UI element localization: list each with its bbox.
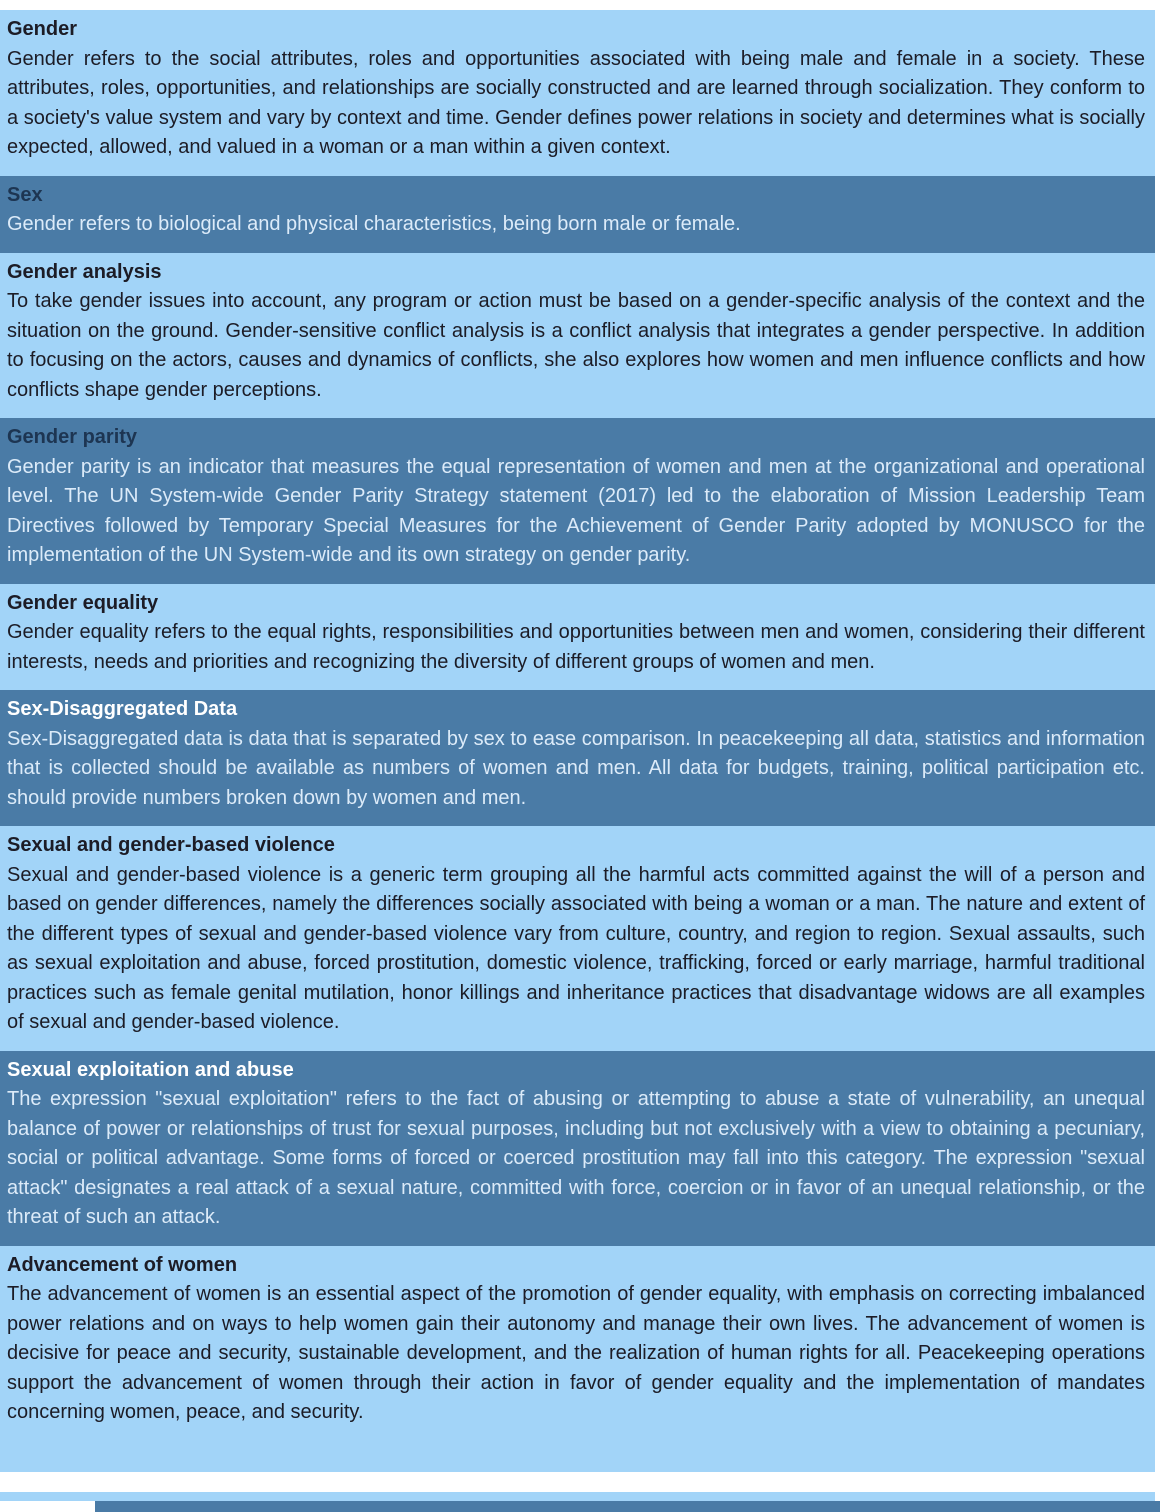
- section-title-gender: Gender: [7, 18, 78, 40]
- section-title-sea: Sexual exploitation and abuse: [7, 1058, 294, 1081]
- section-body-sgbv: Sexual and gender-based violence is a generic term grouping all the harmful acts committed against the will of a person and based on gender differences, namely the differences socially associated with being a woman or a man. The nature and extent of the different types of sexual and gender-based violence vary from culture, country, and region to region. Sexual assaults, such as sexual exploitation and abuse, forced prostitution, domestic violence, trafficking, forced or early marriage, harmful traditional practices such as female genital mutilation, honor killings and inheritance practices that disadvantage widows are all examples of sexual and gender-based violence.: [7, 863, 1145, 1033]
- next-row-light-strip: [0, 1492, 1155, 1501]
- section-title-gender-equality: Gender equality: [7, 591, 159, 614]
- section-title-gender-parity: Gender parity: [7, 426, 138, 448]
- next-row-dark-strip: [95, 1501, 1160, 1512]
- glossary-document: [0, 10, 1155, 1472]
- section-title-sex: Sex: [7, 183, 43, 206]
- section-title-advancement-of-women: Advancement of women: [7, 1253, 238, 1276]
- definition-section-gender-analysis: [0, 253, 1155, 419]
- section-body-gender-equality: Gender equality refers to the equal rights, responsibilities and opportunities between men and women, considering their different interests, needs and priorities and recognizing the diversity of different groups of women and men.: [7, 621, 1145, 673]
- section-body-sex: Gender refers to biological and physical characteristics, being born male or female.: [7, 213, 741, 235]
- section-body-sea: The expression "sexual exploitation" refers to the fact of abusing or attempting to abuse a state of vulnerability, an unequal balance of power or relationships of trust for sexual purposes, including but not exclusively with a view to obtaining a pecuniary, social or political advantage. Some forms of forced or coerced prostitution may fall into this category. The expression "sexual attack" designates a real attack of a sexual nature, committed with force, coercion or in favor of an unequal relationship, or the threat of such an attack.: [7, 1088, 1145, 1228]
- definition-section-gender-equality: [0, 584, 1155, 691]
- section-body-sex-disaggregated-data: Sex-Disaggregated data is data that is separated by sex to ease comparison. In peacekeeping all data, statistics and information that is collected should be available as numbers of women and men. All data for budgets, training, political participation etc. should provide numbers broken down by women and men.: [7, 727, 1145, 809]
- section-body-gender-analysis: To take gender issues into account, any program or action must be based on a gender-specific analysis of the context and the situation on the ground. Gender-sensitive conflict analysis is a conflict analysis that integrates a gender perspective. In addition to focusing on the actors, causes and dynamics of conflicts, she also explores how women and men influence conflicts and how conflicts shape gender perceptions.: [7, 290, 1145, 401]
- definition-section-sea: [0, 1051, 1155, 1246]
- section-body-gender: Gender refers to the social attributes, roles and opportunities associated with being male and female in a society. These attributes, roles, opportunities, and relationships are socially constructed and are learned through socialization. They conform to a society's value system and vary by context and time. Gender defines power relations in society and determines what is socially expected, allowed, and valued in a woman or a man within a given context.: [7, 47, 1145, 158]
- definition-section-gender: [0, 10, 1155, 176]
- section-body-gender-parity: Gender parity is an indicator that measures the equal representation of women and men at the organizational and operational level. The UN System-wide Gender Parity Strategy statement (2017) led to the elaboration of Mission Leadership Team Directives followed by Temporary Special Measures for the Achievement of Gender Parity adopted by MONUSCO for the implementation of the UN System-wide and its own strategy on gender parity.: [7, 455, 1145, 566]
- definition-section-sex: [0, 176, 1155, 253]
- definition-section-advancement-of-women: [0, 1246, 1155, 1472]
- section-title-sgbv: Sexual and gender-based violence: [7, 834, 335, 856]
- section-body-advancement-of-women: The advancement of women is an essential aspect of the promotion of gender equality, with emphasis on correcting imbalanced power relations and on ways to help women gain their autonomy and manage their own lives. The advancement of women is decisive for peace and security, sustainable development, and the realization of human rights for all. Peacekeeping operations support the advancement of women through their action in favor of gender equality and the implementation of mandates concerning women, peace, and security.: [7, 1283, 1145, 1423]
- section-title-sex-disaggregated-data: Sex-Disaggregated Data: [7, 698, 238, 720]
- definition-section-sex-disaggregated-data: [0, 690, 1155, 826]
- section-title-gender-analysis: Gender analysis: [7, 260, 162, 283]
- definition-section-gender-parity: [0, 418, 1155, 584]
- definition-section-sgbv: [0, 826, 1155, 1051]
